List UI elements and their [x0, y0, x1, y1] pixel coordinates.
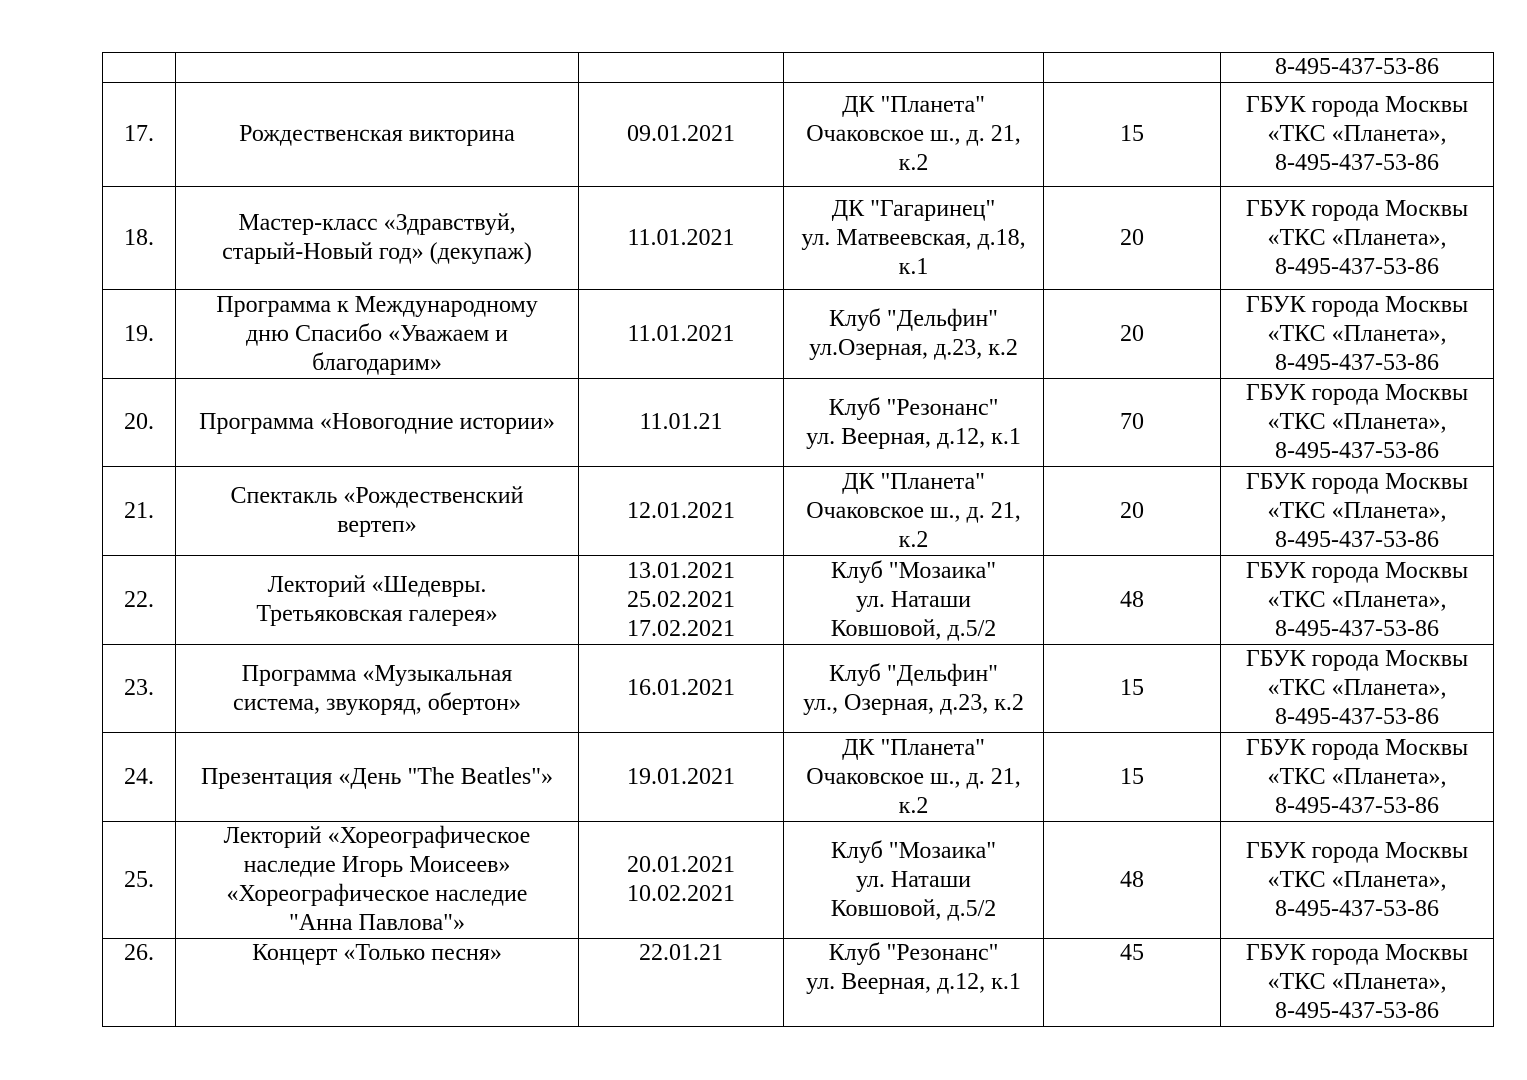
cell-event-name: [176, 939, 579, 1027]
cell-organizer: [1221, 467, 1494, 556]
event-name-line: Лекторий «Хореографическое: [223, 823, 531, 849]
cell-organizer: [1221, 556, 1494, 645]
event-name-line: Рождественская викторина: [239, 121, 515, 147]
organizer-line: 8-495-437-53-86: [1275, 704, 1439, 730]
cell-place: [784, 379, 1044, 467]
cell-organizer: [1221, 83, 1494, 187]
organizer-line: ГБУК города Москвы: [1245, 734, 1469, 761]
cell-participants: 15: [1044, 733, 1221, 822]
table-row-partial: [103, 53, 1494, 83]
cell-organizer: [1221, 733, 1494, 822]
event-name-line: Презентация «День "The Beatles"»: [200, 763, 554, 790]
organizer-line: «ТКС «Планета»,: [1267, 763, 1447, 790]
event-name-line: старый-Новый год» (декупаж): [222, 239, 532, 265]
organizer-line: «ТКС «Планета»,: [1267, 969, 1447, 995]
date-line: 12.01.2021: [627, 497, 735, 524]
table-row: [103, 83, 1494, 187]
organizer-line: 8-495-437-53-86: [1275, 438, 1439, 464]
place-line: ул. Наташи: [855, 866, 972, 893]
table-row: [103, 467, 1494, 556]
cell-number: 20.: [103, 379, 176, 467]
date-line: 11.01.2021: [627, 320, 735, 347]
organizer-line: ГБУК города Москвы: [1245, 380, 1469, 406]
organizer-line: ГБУК города Москвы: [1245, 557, 1469, 584]
cell-date: [579, 822, 784, 939]
place-line: к.2: [898, 526, 929, 553]
table-row: [103, 645, 1494, 733]
place-line: к.2: [898, 150, 929, 176]
cell-date: [579, 556, 784, 645]
place-line: Клуб "Мозаика": [830, 557, 997, 584]
cell-participants: 48: [1044, 822, 1221, 939]
event-name-line: "Анна Павлова"»: [289, 910, 465, 936]
date-line: 17.02.2021: [627, 615, 735, 642]
event-name-line: дню Спасибо «Уважаем и: [245, 320, 509, 347]
cell-date: [579, 53, 784, 83]
cell-event-name: [176, 645, 579, 733]
date-line: 10.02.2021: [627, 881, 735, 907]
cell-date: [579, 290, 784, 379]
place-line: Клуб "Дельфин": [829, 660, 998, 687]
organizer-line: 8-495-437-53-86: [1275, 792, 1439, 819]
organizer-line: 8-495-437-53-86: [1275, 895, 1439, 922]
cell-participants: 70: [1044, 379, 1221, 467]
table-row: [103, 939, 1494, 1027]
date-line: 13.01.2021: [627, 557, 735, 584]
cell-participants: 48: [1044, 556, 1221, 645]
cell-number: 23.: [103, 645, 176, 733]
event-name-line: система, звукоряд, обертон»: [233, 689, 521, 716]
cell-place: [784, 467, 1044, 556]
cell-organizer: [1221, 822, 1494, 939]
cell-number: 25.: [103, 822, 176, 939]
event-name-line: Программа «Новогодние истории»: [199, 409, 555, 435]
date-line: 25.02.2021: [627, 586, 735, 613]
cell-number: 18.: [103, 187, 176, 290]
organizer-line: ГБУК города Москвы: [1245, 195, 1469, 222]
place-line: Очаковское ш., д. 21,: [806, 121, 1021, 147]
place-line: к.1: [898, 253, 929, 280]
cell-date: [579, 467, 784, 556]
event-name-line: «Хореографическое наследие: [226, 881, 528, 907]
cell-event-name: [176, 733, 579, 822]
place-line: ул. Наташи: [855, 586, 972, 613]
table-row: [103, 556, 1494, 645]
place-line: ул.Озерная, д.23, к.2: [809, 335, 1018, 361]
place-line: Клуб "Дельфин": [829, 306, 998, 332]
organizer-line: «ТКС «Планета»,: [1267, 586, 1447, 613]
organizer-line: 8-495-437-53-86: [1275, 349, 1439, 376]
place-line: Клуб "Резонанс": [828, 940, 999, 966]
table-row: [103, 379, 1494, 467]
cell-place: [784, 53, 1044, 83]
event-name-line: Третьяковская галерея»: [256, 601, 498, 627]
cell-date: [579, 83, 784, 187]
place-line: ул. Веерная, д.12, к.1: [806, 969, 1021, 995]
organizer-line: ГБУК города Москвы: [1245, 92, 1469, 118]
cell-organizer: [1221, 645, 1494, 733]
cell-organizer: [1221, 53, 1494, 83]
organizer-line: «ТКС «Планета»,: [1267, 224, 1447, 251]
cell-event-name: [176, 467, 579, 556]
cell-date: [579, 645, 784, 733]
cell-participants: 20: [1044, 290, 1221, 379]
cell-number: [103, 53, 176, 83]
cell-organizer: [1221, 187, 1494, 290]
organizer-line: 8-495-437-53-86: [1275, 54, 1439, 80]
place-line: Очаковское ш., д. 21,: [806, 497, 1021, 524]
cell-participants: 20: [1044, 467, 1221, 556]
organizer-line: ГБУК города Москвы: [1245, 468, 1469, 495]
table-row: [103, 187, 1494, 290]
organizer-line: 8-495-437-53-86: [1275, 150, 1439, 176]
cell-organizer: [1221, 290, 1494, 379]
cell-date: [579, 939, 784, 1027]
place-line: Ковшовой, д.5/2: [830, 895, 997, 922]
event-name-line: Программа «Музыкальная: [241, 660, 513, 687]
table-row: [103, 822, 1494, 939]
cell-event-name: [176, 187, 579, 290]
event-name-line: Мастер-класс «Здравствуй,: [238, 210, 516, 236]
cell-number: 22.: [103, 556, 176, 645]
event-name-line: благодарим»: [312, 349, 442, 376]
cell-number: 17.: [103, 83, 176, 187]
cell-place: [784, 290, 1044, 379]
cell-event-name: [176, 379, 579, 467]
cell-number: 24.: [103, 733, 176, 822]
place-line: ул., Озерная, д.23, к.2: [803, 689, 1024, 716]
cell-place: [784, 733, 1044, 822]
date-line: 09.01.2021: [627, 121, 735, 147]
place-line: Очаковское ш., д. 21,: [806, 763, 1021, 790]
organizer-line: «ТКС «Планета»,: [1267, 866, 1447, 893]
cell-date: [579, 379, 784, 467]
place-line: ДК "Планета": [842, 92, 985, 118]
cell-organizer: [1221, 939, 1494, 1027]
cell-participants: 45: [1044, 939, 1221, 1027]
place-line: ДК "Планета": [842, 468, 985, 495]
organizer-line: 8-495-437-53-86: [1275, 998, 1439, 1024]
cell-participants: 15: [1044, 83, 1221, 187]
cell-participants: 20: [1044, 187, 1221, 290]
place-line: ул. Веерная, д.12, к.1: [806, 423, 1021, 450]
place-line: Ковшовой, д.5/2: [830, 615, 997, 642]
organizer-line: ГБУК города Москвы: [1245, 291, 1469, 318]
place-line: Клуб "Мозаика": [830, 837, 997, 864]
event-name-line: Концерт «Только песня»: [252, 940, 502, 966]
cell-place: [784, 556, 1044, 645]
organizer-line: «ТКС «Планета»,: [1267, 497, 1447, 524]
organizer-line: «ТКС «Планета»,: [1267, 409, 1447, 435]
cell-event-name: [176, 290, 579, 379]
cell-place: [784, 822, 1044, 939]
event-name-line: вертеп»: [337, 512, 417, 538]
cell-number: 21.: [103, 467, 176, 556]
place-line: ул. Матвеевская, д.18,: [801, 224, 1026, 251]
event-name-line: Спектакль «Рождественский: [230, 483, 524, 509]
table-row: [103, 733, 1494, 822]
table-row: [103, 290, 1494, 379]
cell-organizer: [1221, 379, 1494, 467]
organizer-line: «ТКС «Планета»,: [1267, 121, 1447, 147]
place-line: к.2: [898, 792, 929, 819]
event-name-line: Программа к Международному: [216, 291, 538, 318]
event-name-line: наследие Игорь Моисеев»: [243, 852, 511, 878]
date-line: 20.01.2021: [627, 852, 735, 878]
cell-participants: [1044, 53, 1221, 83]
events-table: [102, 52, 1494, 1027]
cell-number: 26.: [103, 939, 176, 1027]
cell-event-name: [176, 53, 579, 83]
organizer-line: ГБУК города Москвы: [1245, 646, 1469, 672]
organizer-line: 8-495-437-53-86: [1275, 253, 1439, 280]
cell-place: [784, 939, 1044, 1027]
date-line: 11.01.21: [639, 409, 723, 435]
cell-place: [784, 645, 1044, 733]
organizer-line: «ТКС «Планета»,: [1267, 675, 1447, 701]
cell-event-name: [176, 83, 579, 187]
organizer-line: ГБУК города Москвы: [1245, 940, 1469, 966]
cell-date: [579, 187, 784, 290]
organizer-line: 8-495-437-53-86: [1275, 526, 1439, 553]
date-line: 19.01.2021: [627, 763, 735, 790]
events-table-body: [103, 53, 1494, 1027]
place-line: ДК "Гагаринец": [831, 195, 996, 222]
date-line: 11.01.2021: [627, 224, 735, 251]
organizer-line: ГБУК города Москвы: [1245, 837, 1469, 864]
cell-participants: 15: [1044, 645, 1221, 733]
date-line: 16.01.2021: [627, 675, 735, 701]
organizer-line: 8-495-437-53-86: [1275, 615, 1439, 642]
place-line: ДК "Планета": [842, 734, 985, 761]
event-name-line: Лекторий «Шедевры.: [267, 572, 487, 598]
cell-event-name: [176, 556, 579, 645]
cell-place: [784, 83, 1044, 187]
organizer-line: «ТКС «Планета»,: [1267, 320, 1447, 347]
cell-number: 19.: [103, 290, 176, 379]
cell-event-name: [176, 822, 579, 939]
date-line: 22.01.21: [639, 940, 723, 966]
place-line: Клуб "Резонанс": [828, 394, 999, 421]
cell-place: [784, 187, 1044, 290]
cell-date: [579, 733, 784, 822]
